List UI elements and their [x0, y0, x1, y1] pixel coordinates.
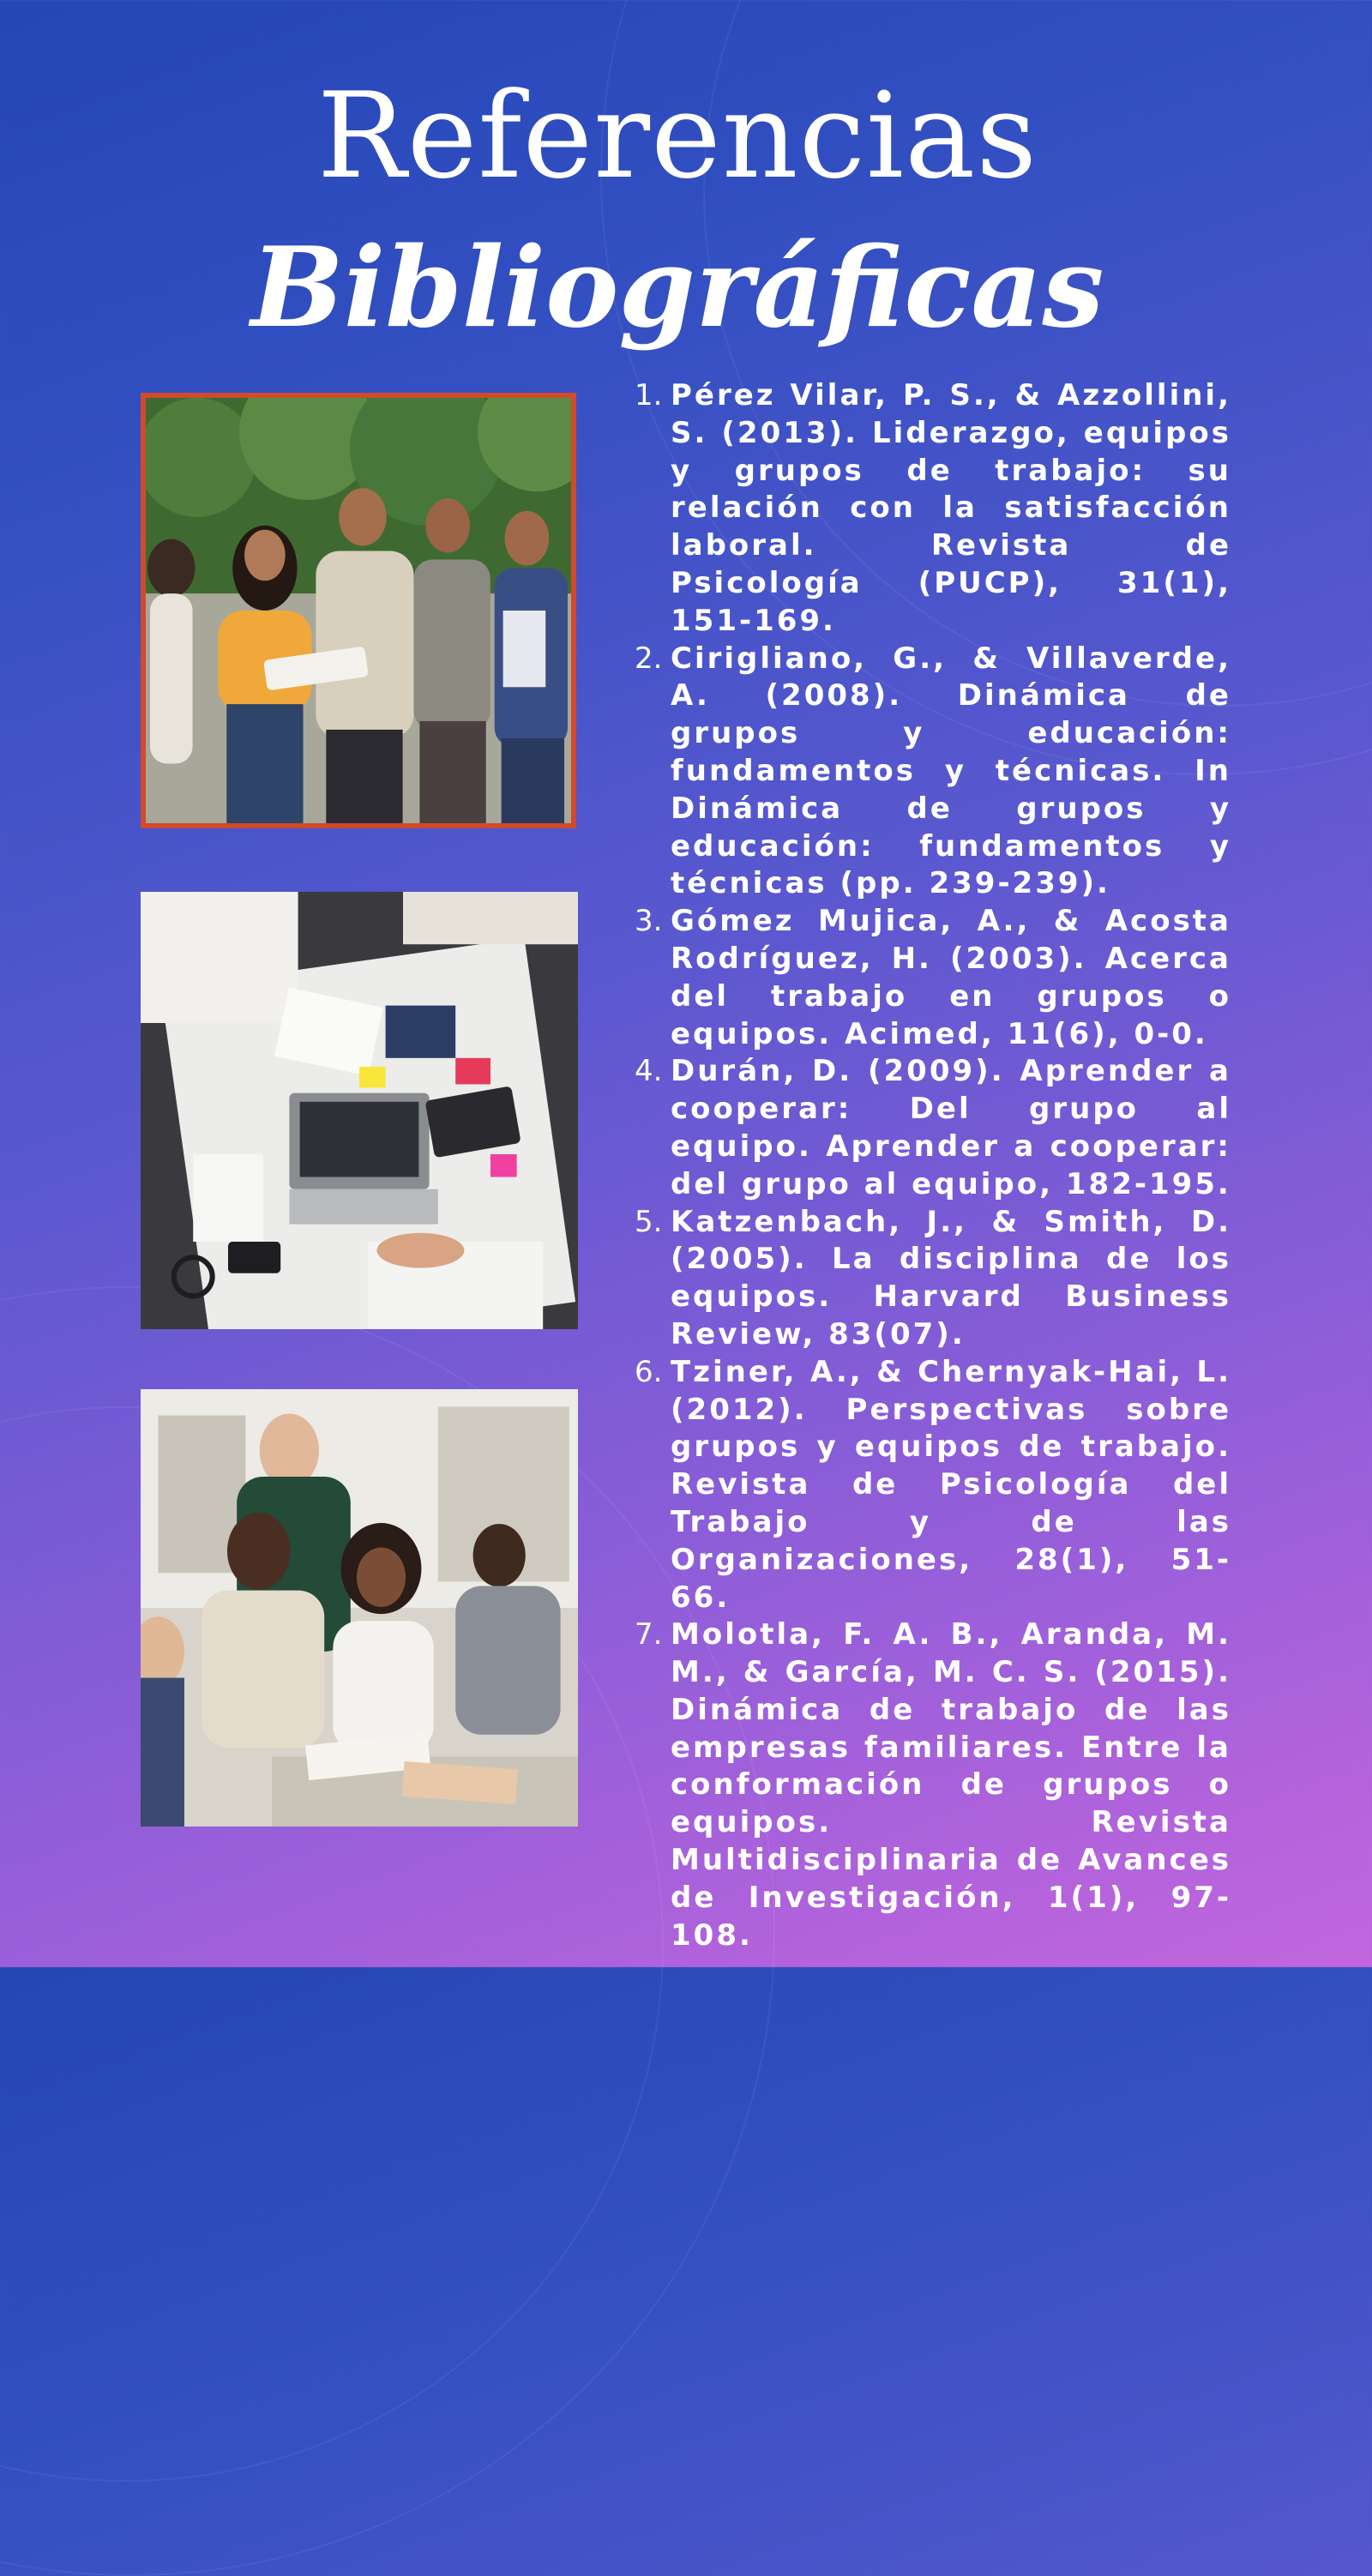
reference-number: 5. — [635, 1204, 663, 1239]
reference-number: 3. — [635, 904, 663, 939]
reference-item — [635, 1204, 1231, 1354]
reference-text: Katzenbach, J., & Smith, D. (2005). La disciplina de los equipos. Harvard Business Review, 83(07). — [671, 1204, 1231, 1351]
reference-item — [635, 1053, 1231, 1203]
reference-number: 6. — [635, 1354, 663, 1389]
team-desk-photo — [141, 892, 578, 1329]
reference-text: Tziner, A., & Chernyak-Hai, L. (2012). Perspectivas sobre grupos y equipos de trabajo. Revista de Psicología del Trabajo y de las Organizaciones, 28(1), 51-66. — [671, 1354, 1231, 1615]
reference-text: Durán, D. (2009). Aprender a cooperar: Del grupo al equipo. Aprender a cooperar: del grupo al equipo, 182-195. — [671, 1054, 1231, 1201]
reference-text: Cirigliano, G., & Villaverde, A. (2008). Dinámica de grupos y educación: fundamentos y técnicas. In Dinámica de grupos y educación: fundamentos y técnicas (pp. 239-239). — [671, 641, 1231, 901]
reference-item — [635, 903, 1231, 1053]
page-subtitle: Bibliográficas — [250, 224, 1104, 352]
study-group-photo — [141, 1389, 578, 1827]
reference-text: Pérez Vilar, P. S., & Azzollini, S. (2013). Liderazgo, equipos y grupos de trabajo: su relación con la satisfacción laboral. Revista de Psicología (PUCP), 31(1), 151-169. — [671, 378, 1231, 638]
reference-text: Gómez Mujica, A., & Acosta Rodríguez, H. (2003). Acerca del trabajo en grupos o equipos. Acimed, 11(6), 0-0. — [671, 904, 1231, 1051]
reference-number: 2. — [635, 641, 663, 676]
reference-text: Molotla, F. A. B., Aranda, M. M., & García, M. C. S. (2015). Dinámica de trabajo de las empresas familiares. Entre la conformación de grupos o equipos. Revista Multidisciplinaria de Avances de Investigación, 1(1), 97-108. — [671, 1617, 1231, 1953]
students-walking-photo — [141, 393, 576, 828]
reference-item — [635, 1354, 1231, 1617]
reference-number: 4. — [635, 1054, 663, 1089]
reference-number: 1. — [635, 378, 663, 412]
page-title: Referencias — [316, 67, 1038, 205]
reference-item — [635, 641, 1231, 904]
reference-item — [635, 377, 1231, 641]
reference-item — [635, 1616, 1231, 1954]
reference-number: 7. — [635, 1617, 663, 1652]
reference-list — [635, 377, 1231, 1954]
